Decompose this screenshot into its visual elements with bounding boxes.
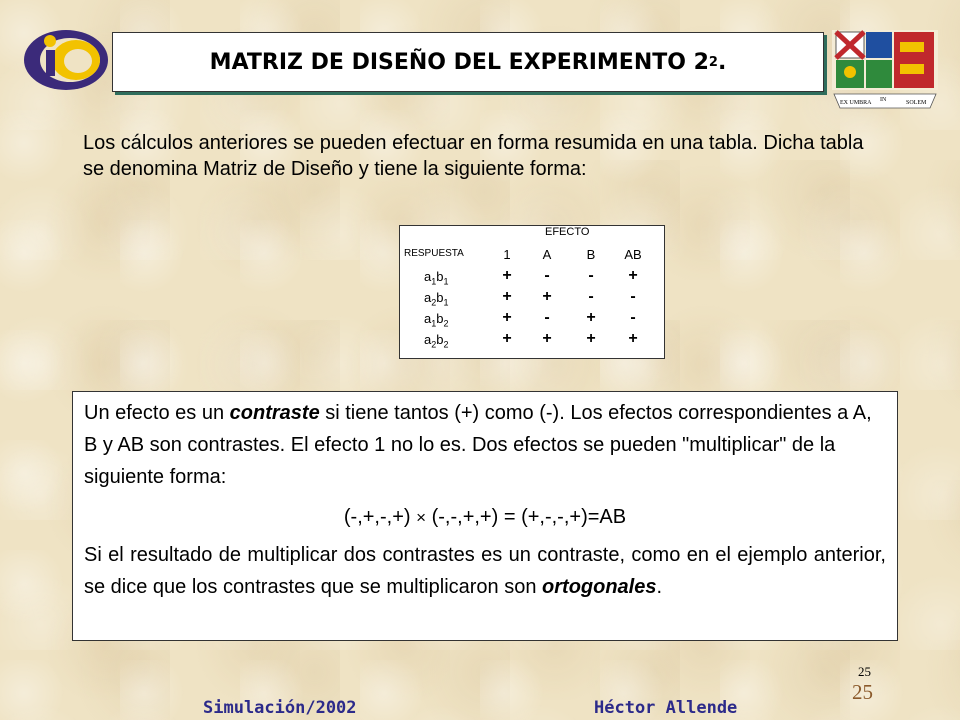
contrast-explanation-box — [72, 391, 898, 641]
matrix-cell: + — [542, 330, 552, 347]
slide-title — [112, 32, 824, 92]
matrix-col-a: A — [542, 247, 552, 262]
matrix-cell: + — [502, 309, 512, 326]
orthogonal-definition: Si el resultado de multiplicar dos contrastes es un contraste, como en el ejemplo anterior, se dice que los contrastes que se multiplicaron son ortogonales. — [84, 544, 886, 598]
contrast-term: contraste — [229, 402, 320, 424]
footer-course: Simulación/2002 — [203, 698, 357, 718]
title-text: MATRIZ DE DISEÑO DEL EXPERIMENTO 2 — [209, 49, 709, 75]
matrix-col-b: B — [586, 247, 596, 262]
matrix-efecto-label: EFECTO — [545, 226, 590, 238]
title-exponent: 2 — [708, 54, 718, 70]
title-period: . — [717, 49, 727, 75]
matrix-cell: + — [628, 267, 638, 284]
matrix-row-label: $a_1b_1$ — [424, 269, 449, 287]
page-number-large: 25 — [852, 680, 873, 704]
design-matrix-table — [399, 225, 665, 359]
matrix-row-label: $a_2b_1$ — [424, 290, 449, 308]
matrix-row-label: $a_2b_2$ — [424, 332, 449, 350]
page-number-small: 25 — [858, 664, 871, 679]
matrix-cell: + — [542, 288, 552, 305]
matrix-cell: + — [586, 330, 596, 347]
matrix-cell: - — [588, 267, 594, 284]
footer-author: Héctor Allende — [594, 698, 738, 718]
contrast-definition: Un efecto es un contraste si tiene tantos (+) como (-). Los efectos correspondientes a A, B y AB son contrastes. El efecto 1 no lo es. Dos efectos se pueden "multiplicar" de la siguiente forma: — [84, 402, 872, 488]
matrix-cell: + — [502, 330, 512, 347]
university-logo — [20, 24, 115, 94]
matrix-cell: - — [588, 288, 594, 305]
matrix-row-label: $a_1b_2$ — [424, 311, 449, 329]
matrix-col-ab: AB — [624, 247, 642, 262]
matrix-cell: - — [544, 267, 550, 284]
multiplication-formula: (-,+,-,+) × (-,-,+,+) = (+,-,-,+)=AB — [343, 506, 627, 528]
matrix-cell: + — [502, 267, 512, 284]
university-crest — [830, 28, 940, 110]
matrix-cell: - — [630, 309, 636, 326]
intro-paragraph: Los cálculos anteriores se pueden efectuar en forma resumida en una tabla. Dicha tabla se denomina Matriz de Diseño y tiene la siguiente forma: — [83, 132, 864, 180]
multiply-operator: × — [416, 508, 427, 527]
matrix-cell: + — [586, 309, 596, 326]
matrix-col-1: 1 — [503, 247, 511, 262]
crest-motto-left: EX UMBRA — [840, 100, 872, 106]
crest-motto-right: SOLEM — [906, 100, 927, 106]
orthogonal-term: ortogonales — [542, 576, 657, 598]
crest-motto-mid: IN — [880, 97, 887, 103]
matrix-respuesta-label: RESPUESTA — [404, 248, 464, 259]
matrix-cell: + — [502, 288, 512, 305]
matrix-cell: - — [630, 288, 636, 305]
matrix-cell: - — [544, 309, 550, 326]
matrix-cell: + — [628, 330, 638, 347]
